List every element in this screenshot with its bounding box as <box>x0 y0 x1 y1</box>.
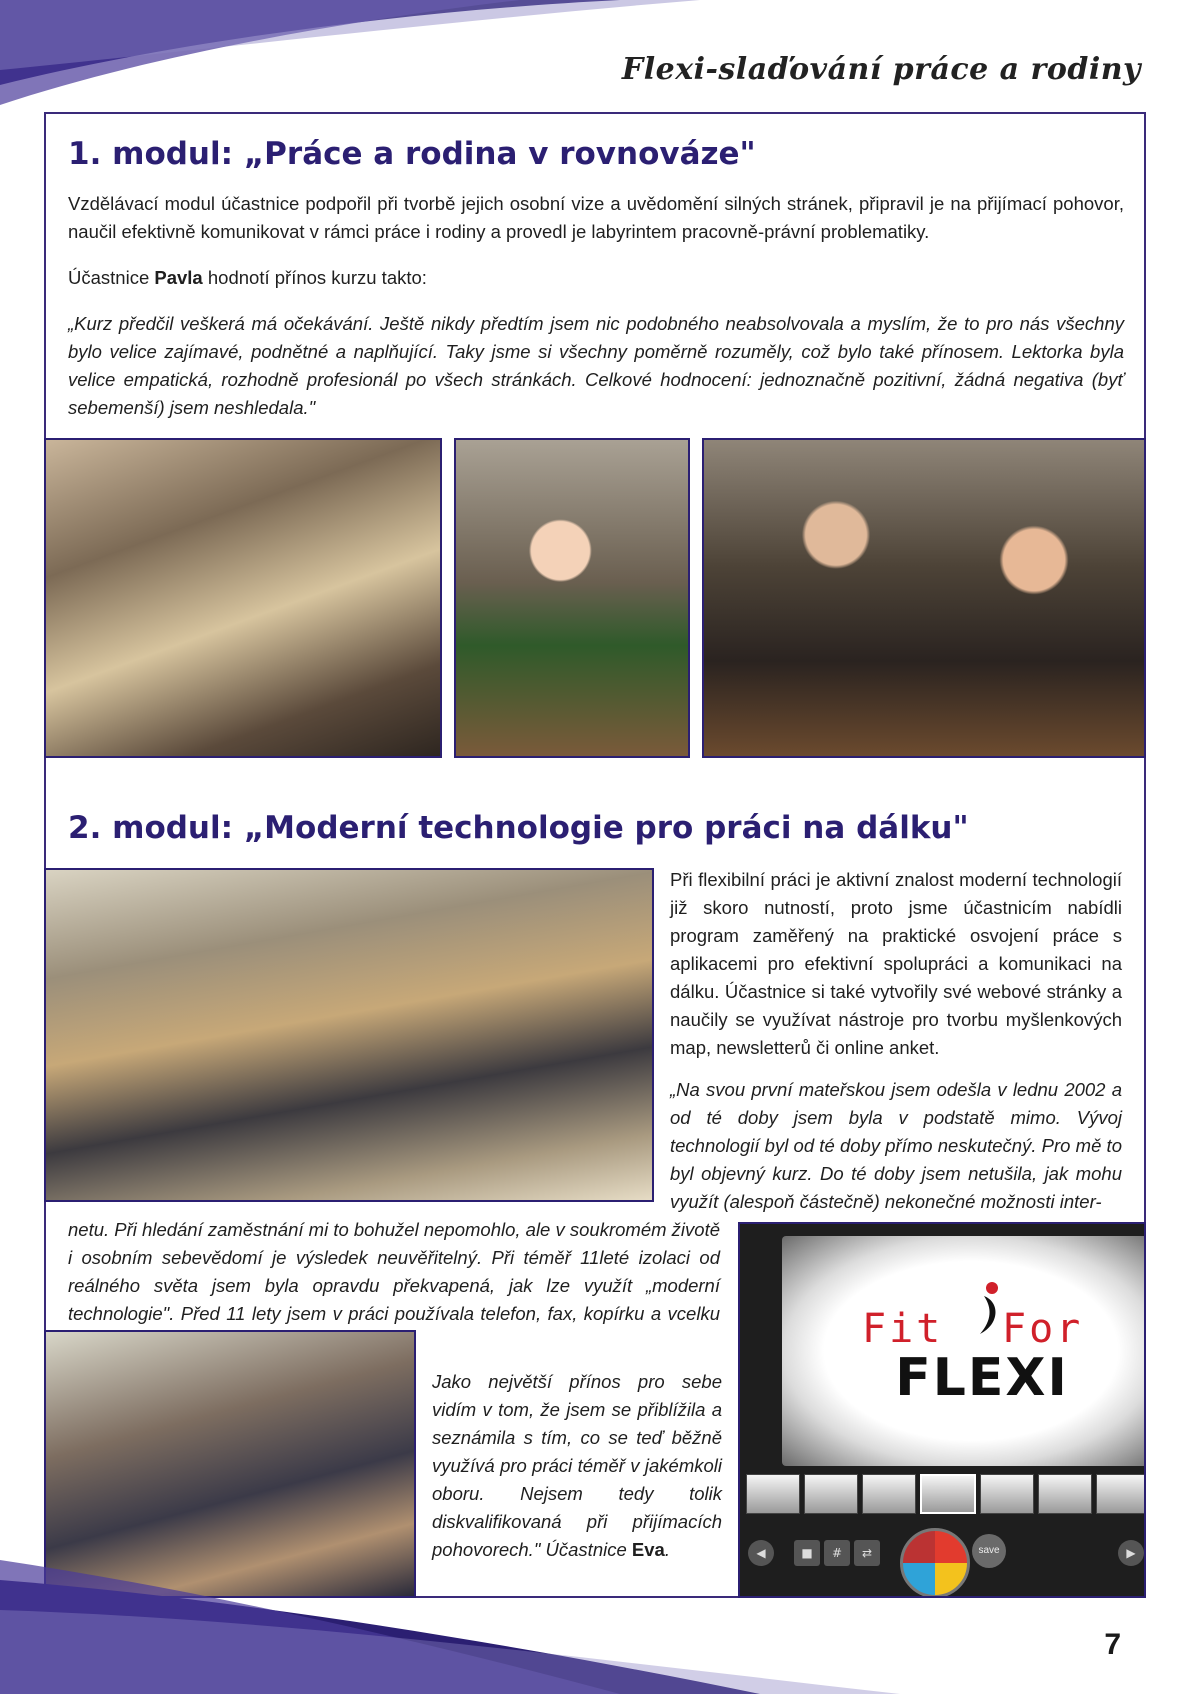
thumbnail-strip <box>740 1474 1146 1514</box>
bottom-swoosh-decoration <box>0 1560 1181 1694</box>
next-arrow-icon: ▶ <box>1118 1540 1144 1566</box>
fit-for-flexi-logo <box>852 1286 1146 1406</box>
child-photo <box>454 438 690 758</box>
module1-intro: Vzdělávací modul účastnice podpořil při tvorbě jejich osobní vize a uvědomění silných stránek, připravil je na přijímací pohovor, naučil efektivně komunikovat v rámci práce i rodiny a provedl je labyrintem pracovně-právní problematiky. <box>68 193 1124 242</box>
thumbnail <box>804 1474 858 1514</box>
folder-icon: ■ <box>794 1540 820 1566</box>
module2-intro: Při flexibilní práci je aktivní znalost moderní technologií již skoro nutností, proto jsme účastnicím nabídli program zaměřený na praktické osvojení práce s aplikacemi pro efektivní spolupráci a komunikaci na dálku. Účastnice si také vytvořily své webové stránky a naučily se využívat nástroje pro tvorbu myšlenkových map, newsletterů či online anket. <box>670 869 1122 1058</box>
logo-for-text: For <box>1002 1306 1084 1352</box>
classroom-photo <box>44 438 442 758</box>
module2-quote-part2: netu. Při hledání zaměstnání mi to bohužel nepomohlo, ale v soukromém životě i osobním sebevědomí je výsledek neuvěřitelný. Při téměř 11leté izolaci od reálného světa jsem byla opravdu překvapená, jak lze využít „moderní technologie". Před 11 lety jsem v práci používala telefon, fax, kopírku a vcelku <box>68 1219 720 1324</box>
thumbnail-selected <box>920 1474 976 1514</box>
thumbnail <box>980 1474 1034 1514</box>
module1-heading: 1. modul: „Práce a rodina v rovnováze" <box>68 136 756 172</box>
quote3-text: Jako největší přínos pro sebe vidím v tom, že jsem se přiblížila a seznámila s tím, co se teď běžně využívá pro práci téměř v jakémkoli oboru. Nejsem tedy tolik diskvalifikovaná při přijímacích pohovorech." Účastnice <box>432 1371 722 1560</box>
participant-suffix: hodnotí přínos kurzu takto: <box>202 267 427 288</box>
thumbnail <box>746 1474 800 1514</box>
save-button: save <box>972 1534 1006 1568</box>
page-number: 7 <box>1104 1628 1121 1661</box>
app-canvas <box>782 1236 1146 1466</box>
module1-quote: „Kurz předčil veškerá má očekávání. Ještě nikdy předtím jsem nic podobného neabsolvovala a myslím, že to pro nás všechny bylo velice zajímavé, podnětné a naplňující. Taky jsme si všechny poměrně rozuměly, což bylo také přínosem. Lektorka byla velice empatická, rozhodně profesionál po všech stránkách. Celkové hodnocení: jednoznačně pozitivní, žádná negativa (byť sebemenší) jsem neshledala." <box>68 313 1124 418</box>
participant-name: Pavla <box>154 267 203 288</box>
quote-end: . <box>664 1539 670 1560</box>
crop-icon: # <box>824 1540 850 1566</box>
thumbnail <box>862 1474 916 1514</box>
module1-participant-line <box>68 264 1124 292</box>
participant-prefix: Účastnice <box>68 267 155 288</box>
prev-arrow-icon: ◀ <box>748 1540 774 1566</box>
shuffle-icon: ⇄ <box>854 1540 880 1566</box>
logo-flexi-text: FLEXI <box>895 1348 1069 1408</box>
fit-for-flexi-app-screenshot <box>738 1222 1146 1598</box>
quote-author-name: Eva <box>631 1539 665 1560</box>
module2-heading: 2. modul: „Moderní technologie pro práci na dálku" <box>68 810 969 846</box>
logo-fit-text: Fit <box>862 1306 944 1352</box>
page-header-title: Flexi-slaďování práce a rodiny <box>621 52 1141 87</box>
module2-quote-part1: „Na svou první mateřskou jsem odešla v lednu 2002 a od té doby jsem byla v podstatě mimo. Vývoj technologií byl od té doby přímo neskutečný. Pro mě to byl objevný kurz. Do té doby jsem netušila, jak mohu využít (alespoň částečně) nekonečné možnosti inter- <box>670 1079 1122 1212</box>
computer-classroom-photo <box>44 868 654 1202</box>
team-at-laptops-photo <box>44 1330 416 1598</box>
thumbnail <box>1038 1474 1092 1514</box>
thumbnail <box>1096 1474 1146 1514</box>
module2-quote-part3 <box>432 1368 722 1564</box>
participants-laughing-photo <box>702 438 1146 758</box>
